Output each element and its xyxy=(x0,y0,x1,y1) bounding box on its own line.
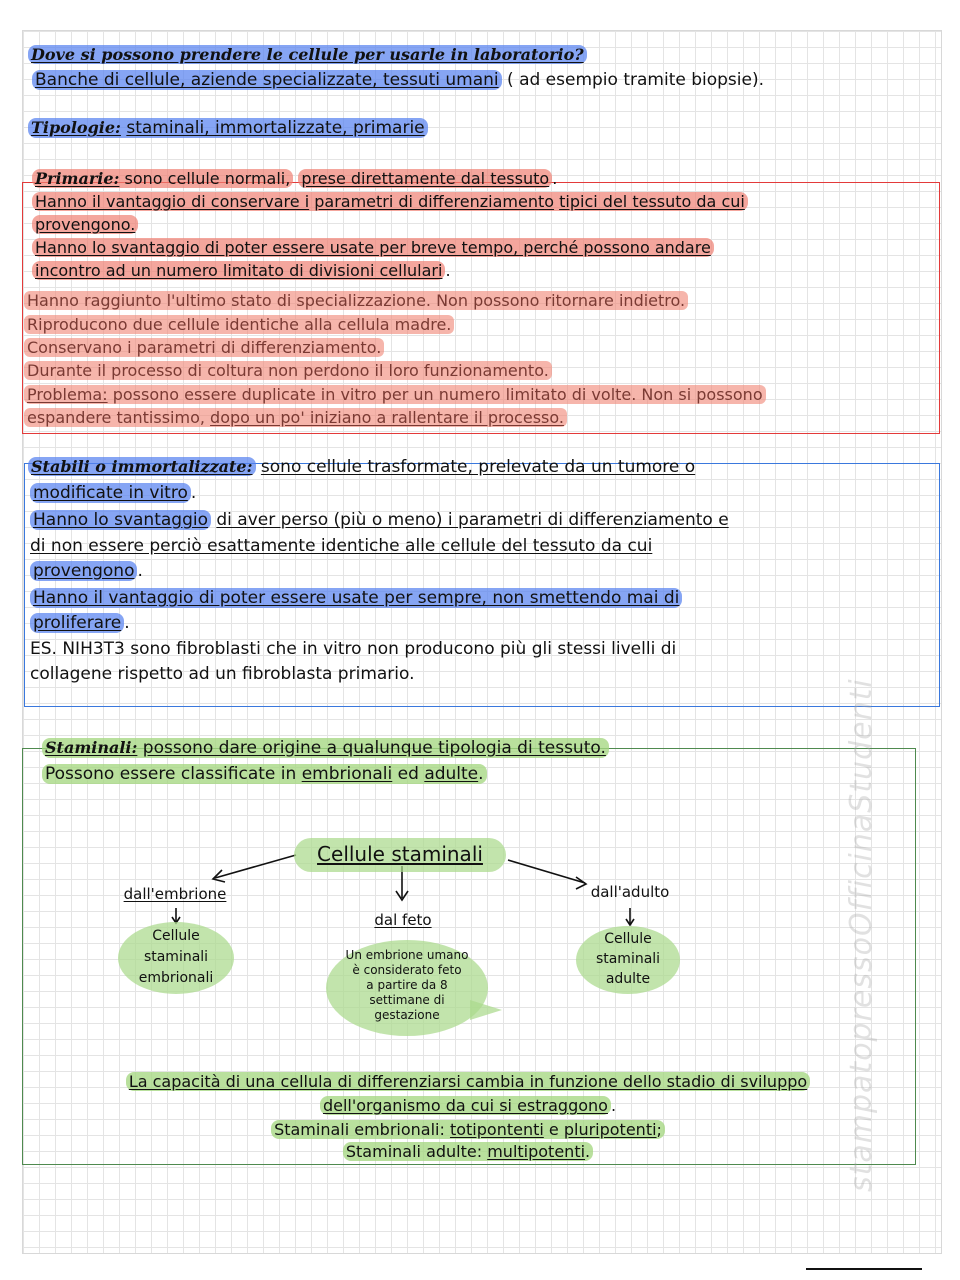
stabili-line-6 xyxy=(30,587,682,609)
primarie-l4a: Hanno lo svantaggio di poter essere usate per breve tempo, perché possono andare xyxy=(32,238,714,257)
primarie-label-hl xyxy=(32,169,293,188)
primarie-l2b: parametri di differenziamento xyxy=(314,192,555,211)
primarie-note-3 xyxy=(24,337,384,359)
staminali-f2: dell'organismo da cui si estraggono xyxy=(320,1096,611,1115)
primarie-n3: Conservano i parametri di differenziamento. xyxy=(24,338,384,357)
stabili-l2b: . xyxy=(190,483,197,503)
stabili-line-3 xyxy=(30,509,729,531)
primarie-l2-hl xyxy=(32,192,748,211)
stabili-line-2 xyxy=(30,482,196,504)
stabili-l7: proliferare xyxy=(30,613,124,633)
left-head xyxy=(100,884,250,904)
staminali-l2e: . xyxy=(478,764,484,784)
stabili-l4: di non essere perciò esattamente identiche alle cellule del tessuto da cui xyxy=(30,536,653,556)
stabili-line-7 xyxy=(30,612,130,634)
staminali-f3c: e xyxy=(548,1120,559,1139)
right-head-label: dall'adulto xyxy=(590,883,670,901)
right-body-3: adulte xyxy=(605,971,651,987)
mid-body-5: gestazione xyxy=(374,1008,440,1022)
stabili-line-8 xyxy=(30,638,676,660)
staminali-footer-3 xyxy=(22,1119,914,1141)
intro-question xyxy=(28,44,587,66)
tipologie-label: Tipologie: xyxy=(31,118,121,137)
left-body-1: Cellule xyxy=(152,928,200,944)
stabili-l9: collagene rispetto ad un fibroblasta primario. xyxy=(30,664,415,684)
staminali-l2c: ed xyxy=(397,764,419,784)
primarie-n1: Hanno raggiunto l'ultimo stato di specializzazione. Non possono ritornare indietro. xyxy=(24,291,688,310)
staminali-f4c: . xyxy=(585,1142,591,1161)
left-body-3: embrionali xyxy=(138,970,214,986)
primarie-l1b: prese direttamente dal tessuto xyxy=(298,169,552,188)
staminali-line-1 xyxy=(42,737,609,759)
stabili-line-5 xyxy=(30,560,143,582)
staminali-label: Staminali: xyxy=(45,738,138,757)
staminali-f4-hl xyxy=(343,1142,593,1161)
primarie-n6b: dopo un po' iniziano a rallentare il processo. xyxy=(210,408,564,427)
bottom-rule xyxy=(806,1268,922,1270)
staminali-f4b: multipotenti xyxy=(487,1142,586,1161)
primarie-l5b: . xyxy=(445,261,451,280)
tipologie-line xyxy=(28,117,428,139)
right-head xyxy=(570,882,690,902)
primarie-line-1 xyxy=(32,168,557,190)
intro-question-text: Dove si possono prendere le cellule per usarle in laboratorio? xyxy=(28,45,587,64)
staminali-f4a: Staminali adulte: xyxy=(345,1142,483,1161)
stabili-l5: provengono xyxy=(30,561,137,581)
staminali-f2b: . xyxy=(610,1096,617,1115)
staminali-f3d: pluripotenti xyxy=(563,1120,657,1139)
stabili-l8: ES. NIH3T3 sono fibroblasti che in vitro non producono più gli stessi livelli di xyxy=(30,639,677,659)
stabili-l2: modificate in vitro xyxy=(30,483,191,503)
primarie-l3: provengono. xyxy=(32,215,138,234)
primarie-note-4 xyxy=(24,360,552,382)
left-head-label: dall'embrione xyxy=(123,885,227,903)
intro-answer-text: Banche di cellule, aziende specializzate, tessuti umani xyxy=(32,70,502,90)
staminali-f3a: Staminali embrionali: xyxy=(274,1120,445,1139)
stabili-line-9 xyxy=(30,663,415,685)
primarie-line-3 xyxy=(32,214,138,236)
primarie-note-6 xyxy=(24,407,567,429)
tipologie-text: staminali, immortalizzate, primarie xyxy=(126,118,425,138)
stabili-l3a: Hanno lo svantaggio xyxy=(30,510,211,530)
mid-head-label: dal feto xyxy=(374,911,432,929)
primarie-n2: Riproducono due cellule identiche alla cellula madre. xyxy=(24,315,454,334)
stabili-l5b: . xyxy=(137,561,143,581)
staminali-footer-2 xyxy=(22,1095,914,1117)
right-body-2: staminali xyxy=(595,951,661,967)
left-body-2: staminali xyxy=(143,949,209,965)
staminali-l2b: embrionali xyxy=(301,764,393,784)
mid-body-1: Un embrione umano xyxy=(345,948,469,962)
primarie-l2a: Hanno il vantaggio di conservare i xyxy=(35,192,310,211)
diagram-center-label: Cellule staminali xyxy=(317,842,483,866)
staminali-l2a: Possono essere classificate in xyxy=(45,764,297,784)
primarie-line-5 xyxy=(32,260,451,282)
staminali-f3e: ; xyxy=(656,1120,662,1139)
primarie-note-2 xyxy=(24,314,454,336)
watermark: stampatopressoOfficinaStudenti xyxy=(844,678,879,1192)
stabili-l3b: di aver perso (più o meno) i parametri di differenziamento e xyxy=(216,510,729,530)
stabili-l1: sono cellule trasformate, prelevate da un tumore o xyxy=(260,457,696,477)
primarie-n5-hl xyxy=(24,385,766,404)
stabili-l6: Hanno il vantaggio di poter essere usate per sempre, non smettendo mai di xyxy=(30,588,682,608)
stabili-l7b: . xyxy=(124,613,130,633)
staminali-l1: possono dare origine a qualunque tipologia di tessuto. xyxy=(142,738,606,758)
stabili-line-1 xyxy=(28,456,695,478)
staminali-l2d: adulte xyxy=(424,764,479,784)
primarie-n4: Durante il processo di coltura non perdono il loro funzionamento. xyxy=(24,361,552,380)
staminali-footer-1 xyxy=(22,1071,914,1093)
mid-body-3: a partire da 8 xyxy=(366,978,448,992)
intro-answer-tail: ( ad esempio tramite biopsie). xyxy=(507,70,764,90)
primarie-label: Primarie: xyxy=(35,169,120,188)
primarie-line-2 xyxy=(32,191,748,213)
staminali-l2-hl xyxy=(42,764,487,784)
mid-body-4: settimane di xyxy=(369,993,445,1007)
staminali-line-2 xyxy=(42,763,487,785)
intro-answer xyxy=(32,69,764,91)
tipologie-highlight xyxy=(28,118,428,138)
left-body xyxy=(118,926,234,989)
primarie-n5b: possono essere duplicate in vitro per un numero limitato di volte. Non si possono xyxy=(112,385,763,404)
stabili-line-4 xyxy=(30,535,652,557)
staminali-f3-hl xyxy=(271,1120,665,1139)
staminali-f3b: totipontenti xyxy=(449,1120,544,1139)
primarie-l5a: incontro ad un numero limitato di divisioni cellulari xyxy=(32,261,445,280)
primarie-l1a: sono cellule normali, xyxy=(124,169,291,188)
primarie-l1c: . xyxy=(552,169,558,188)
primarie-n5a: Problema: xyxy=(27,385,108,404)
mid-head xyxy=(340,910,466,930)
right-body xyxy=(576,929,680,989)
stabili-label: Stabili o immortalizzate: xyxy=(28,457,256,476)
staminali-footer-4 xyxy=(22,1141,914,1163)
right-body-1: Cellule xyxy=(604,931,652,947)
primarie-note-1 xyxy=(24,290,688,312)
primarie-line-4 xyxy=(32,237,714,259)
staminali-l1-hl xyxy=(42,738,609,758)
mid-body xyxy=(326,948,488,1023)
mid-body-2: è considerato feto xyxy=(352,963,462,977)
primarie-l2c: tipici del tessuto da cui xyxy=(559,192,745,211)
staminali-f1: La capacità di una cellula di differenziarsi cambia in funzione dello stadio di sviluppo xyxy=(126,1072,810,1091)
diagram-center xyxy=(294,841,506,867)
primarie-n6-hl xyxy=(24,408,567,427)
primarie-n6a: espandere tantissimo, xyxy=(27,408,205,427)
primarie-note-5 xyxy=(24,384,766,406)
